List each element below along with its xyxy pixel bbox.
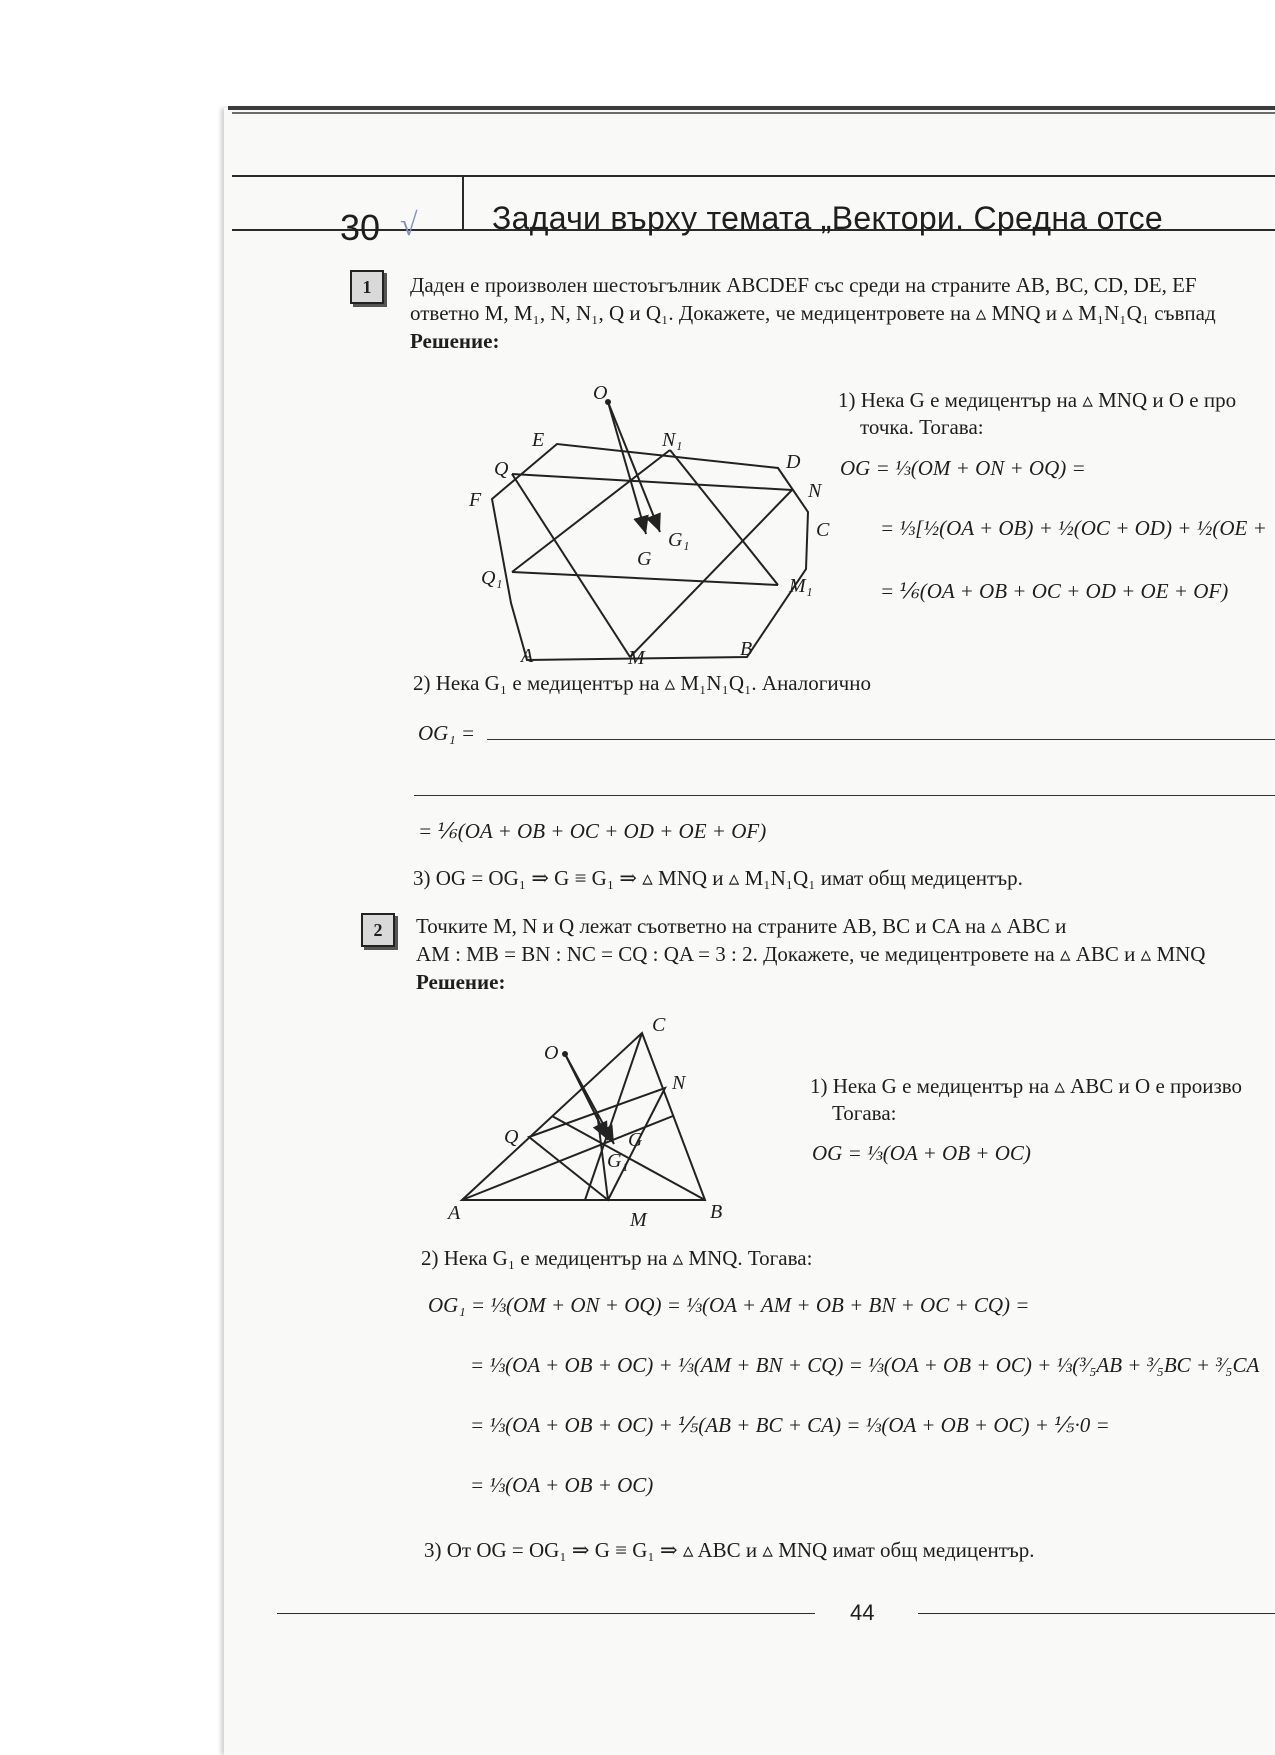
problem-2-solution-label: Решение: <box>416 970 506 994</box>
problem-2-eq-1: OG = ⅓(OA + OB + OC) <box>812 1141 1031 1165</box>
label-G: G <box>637 548 652 570</box>
label-O: O <box>593 382 608 404</box>
triangle-MNQ <box>529 1088 665 1200</box>
tri-label-G: G <box>628 1129 643 1151</box>
footer-rule-left <box>277 1613 815 1614</box>
topic-title: Задачи върху темата „Вектори. Средна отсе <box>492 200 1163 236</box>
tri-label-M: M <box>630 1209 647 1231</box>
problem-1-step-1-line-1: 1) Нека G е медицентър на ▵ MNQ и O е про <box>838 388 1237 412</box>
problem-2-eq-5: = ⅓(OA + OB + OC) <box>470 1473 654 1497</box>
label-Q1: Q₁ <box>481 567 503 589</box>
tri-label-A: A <box>448 1202 461 1224</box>
label-M1: M₁ <box>789 575 813 597</box>
label-D: D <box>786 451 801 473</box>
problem-1-statement-line-1: Даден е произволен шестоъгълник ABCDEF със среди на страните AB, BC, CD, DE, EF <box>410 273 1197 297</box>
problem-1-step-3: 3) OG = OG₁ ⇒ G ≡ G₁ ⇒ ▵ MNQ и ▵ M₁N₁Q₁ имат общ медицентър. <box>413 866 1023 890</box>
label-N1: N₁ <box>662 429 683 451</box>
footer-rule-right <box>918 1613 1275 1614</box>
tri-label-G1: G₁ <box>607 1150 629 1172</box>
problem-1-step-2: 2) Нека G₁ е медицентър на ▵ M₁N₁Q₁. Аналогично <box>413 671 871 695</box>
median-C <box>585 1033 642 1200</box>
label-M: M <box>628 647 645 669</box>
label-B: B <box>740 638 753 660</box>
check-mark: √ <box>400 206 418 242</box>
problem-2-number: 2 <box>361 913 395 947</box>
tri-label-Q: Q <box>504 1126 519 1148</box>
problem-1-step-1-line-2: точка. Тогава: <box>860 415 984 439</box>
label-A: A <box>521 645 534 667</box>
vector-OG1 <box>565 1054 614 1144</box>
lesson-number: 30 <box>340 207 381 248</box>
label-C: C <box>816 519 830 541</box>
problem-1-number: 1 <box>350 270 384 304</box>
problem-2-eq-4: = ⅓(OA + OB + OC) + ⅕(AB + BC + CA) = ⅓(OA + OB + OC) + ⅕·0 = <box>470 1413 1110 1437</box>
tri-label-B: B <box>710 1201 723 1223</box>
label-F: F <box>469 489 482 511</box>
problem-2-step-1-line-2: Тогава: <box>832 1101 897 1125</box>
problem-1-eq-3: = ⅙(OA + OB + OC + OD + OE + OF) <box>880 579 1229 603</box>
label-E: E <box>532 429 545 451</box>
problem-1-eq-2: = ⅓[½(OA + OB) + ½(OC + OD) + ½(OE + <box>880 516 1267 540</box>
problem-2-eq-2: OG₁ = ⅓(OM + ON + OQ) = ⅓(OA + AM + OB + BN + OC + CQ) = <box>428 1293 1030 1317</box>
problem-1-og1-label: OG₁ = <box>418 721 476 745</box>
tri-label-N: N <box>672 1072 686 1094</box>
tri-label-C: C <box>652 1014 666 1036</box>
problem-2-statement-line-1: Точките M, N и Q лежат съответно на страните AB, BC и CA на ▵ ABC и <box>416 914 1067 938</box>
problem-2-eq-3: = ⅓(OA + OB + OC) + ⅓(AM + BN + CQ) = ⅓(OA + OB + OC) + ⅓(³⁄₅AB + ³⁄₅BC + ³⁄₅CA <box>470 1353 1260 1377</box>
problem-1-eq-1: OG = ⅓(OM + ON + OQ) = <box>840 456 1086 480</box>
tri-label-O: O <box>544 1042 559 1064</box>
label-N: N <box>808 480 822 502</box>
label-G1: G₁ <box>668 529 690 551</box>
problem-1-eq-4: = ⅙(OA + OB + OC + OD + OE + OF) <box>418 819 767 843</box>
problem-1-statement-line-2: ответно M, M₁, N, N₁, Q и Q₁. Докажете, че медицентровете на ▵ MNQ и ▵ M₁N₁Q₁ съвпад <box>410 301 1216 325</box>
problem-2-step-1-line-1: 1) Нека G е медицентър на ▵ ABC и O е произво <box>810 1074 1243 1098</box>
problem-1-solution-label: Решение: <box>410 329 500 353</box>
page-number: 44 <box>850 1600 875 1625</box>
problem-2-step-2: 2) Нека G₁ е медицентър на ▵ MNQ. Тогава: <box>421 1246 813 1270</box>
problem-2-step-3: 3) От OG = OG₁ ⇒ G ≡ G₁ ⇒ ▵ ABC и ▵ MNQ имат общ медицентър. <box>424 1538 1035 1562</box>
label-Q: Q <box>494 458 509 480</box>
problem-2-statement-line-2: AM : MB = BN : NC = CQ : QA = 3 : 2. Докажете, че медицентровете на ▵ ABC и ▵ MNQ <box>416 942 1206 966</box>
